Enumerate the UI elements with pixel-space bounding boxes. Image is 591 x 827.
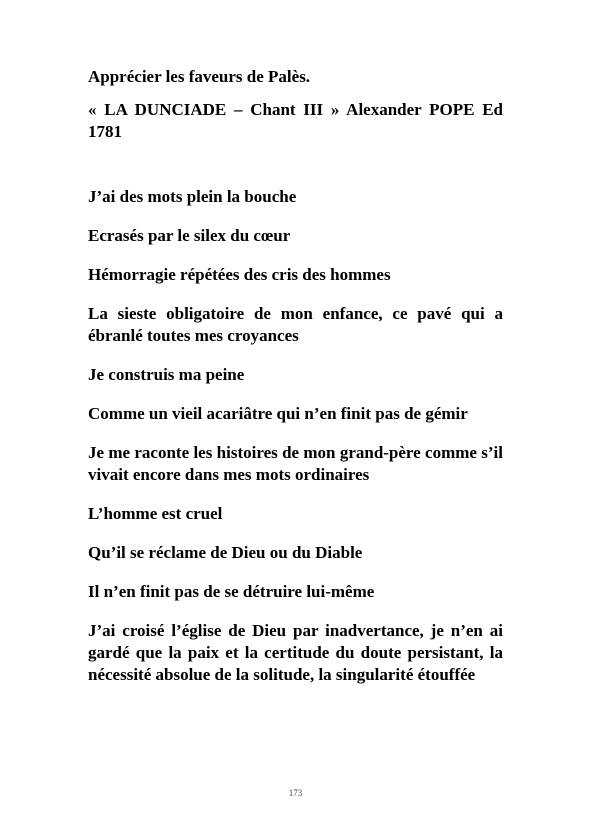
- verse: J’ai croisé l’église de Dieu par inadvertance, je n’en ai gardé que la paix et la certitude du doute persistant, la nécessité absolue de la solitude, la singularité étouffée: [88, 621, 503, 684]
- verse: Hémorragie répétées des cris des hommes: [88, 265, 391, 284]
- verse: Ecrasés par le silex du cœur: [88, 226, 291, 245]
- verse: Il n’en finit pas de se détruire lui-même: [88, 582, 375, 601]
- verse: Comme un vieil acariâtre qui n’en finit pas de gémir: [88, 404, 468, 423]
- document-page: [88, 66, 503, 703]
- document-title: Apprécier les faveurs de Palès.: [88, 67, 311, 86]
- verse: Qu’il se réclame de Dieu ou du Diable: [88, 543, 363, 562]
- page-number: 173: [288, 788, 303, 798]
- verse: La sieste obligatoire de mon enfance, ce pavé qui a ébranlé toutes mes croyances: [88, 304, 503, 345]
- verse: Je construis ma peine: [88, 365, 245, 384]
- source-citation: « LA DUNCIADE – Chant III » Alexander POPE Ed 1781: [88, 100, 503, 141]
- verse: Je me raconte les histoires de mon grand-père comme s’il vivait encore dans mes mots ordinaires: [88, 443, 503, 484]
- verse: L’homme est cruel: [88, 504, 223, 523]
- verse: J’ai des mots plein la bouche: [88, 187, 297, 206]
